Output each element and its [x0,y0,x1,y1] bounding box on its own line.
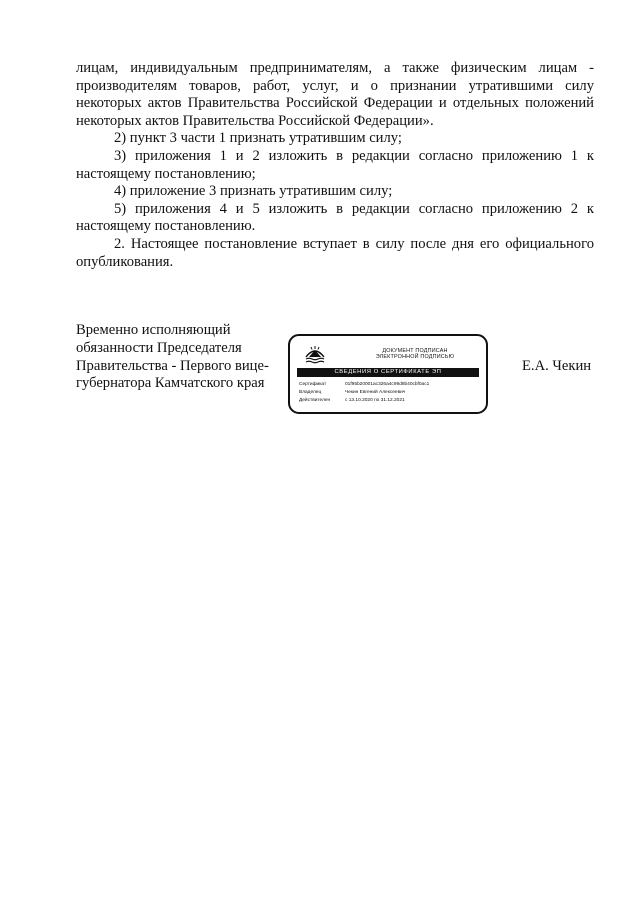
stamp-row-label: Владелец [299,390,322,395]
signer-title-line: Правительства - Первого вице- [76,357,269,374]
paragraph-item-5: 5) приложения 4 и 5 изложить в редакции согласно приложению 2 к настоящему постановлению. [76,200,594,235]
stamp-certificate-band: СВЕДЕНИЯ О СЕРТИФИКАТЕ ЭП [297,368,479,377]
stamp-header-line: ЭЛЕКТРОННОЙ ПОДПИСЬЮ [375,354,455,361]
stamp-row-value: Чекин Евгений Алексеевич [345,390,406,395]
signer-name: Е.А. Чекин [522,358,592,374]
signer-title-line: Временно исполняющий [76,322,231,338]
document-body [76,60,594,271]
signer-title [76,322,282,393]
stamp-header [352,348,478,361]
paragraph-item-2: 2) пункт 3 части 1 признать утратившим силу; [114,130,402,147]
stamp-row-value: с 13.10.2020 по 31.12.2021 [345,398,405,403]
stamp-row-label: Действителен [299,398,331,403]
paragraph-item-4: 4) приложение 3 признать утратившим силу; [114,183,393,200]
paragraph-effective-date: 2. Настоящее постановление вступает в силу после дня его официального опубликования. [76,235,594,270]
stamp-header-line: ДОКУМЕНТ ПОДПИСАН [382,348,448,354]
stamp-row-owner [299,389,481,397]
stamp-row-certificate [299,381,481,389]
electronic-signature-stamp [288,334,488,414]
stamp-row-value: 01f95b20001ac326a4c99d8b40cbf0ac1 [345,382,430,387]
stamp-row-validity [299,397,481,405]
stamp-details [299,381,481,405]
stamp-row-label: Сертификат [299,382,327,387]
paragraph-item-3: 3) приложения 1 и 2 изложить в редакции согласно приложению 1 к настоящему постановлению; [76,147,594,182]
signer-title-line: обязанности Председателя [76,339,242,356]
coat-of-arms-icon [304,344,326,366]
paragraph-continuation: лицам, индивидуальным предпринимателям, а также физическим лицам - производителям товаров, работ, услуг, и о признании утратившими силу некоторых актов Правительства Российской Федерации и отдельных положений некоторых актов Правительства Российской Федерации». [76,60,594,129]
signer-title-line: губернатора Камчатского края [76,375,265,392]
